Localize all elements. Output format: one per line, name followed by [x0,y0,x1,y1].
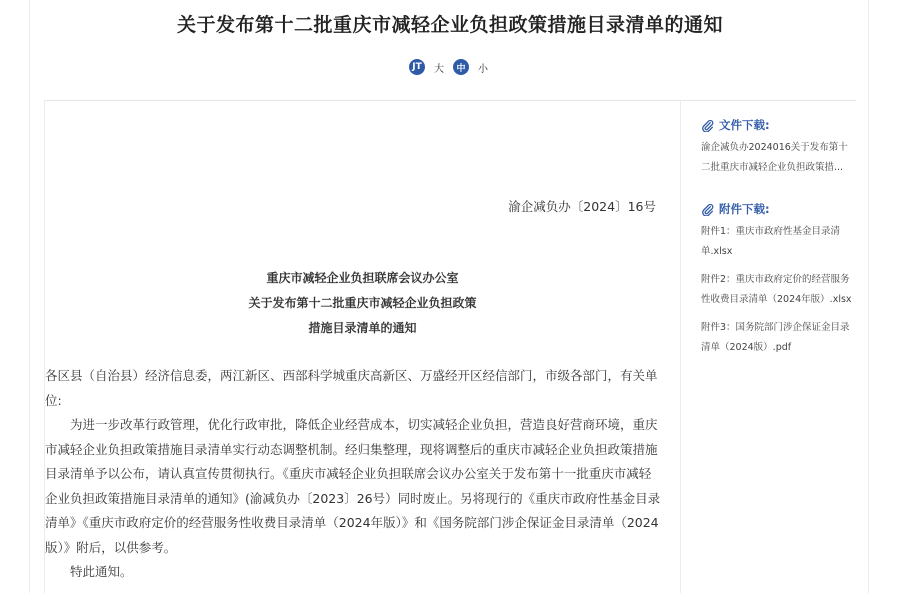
font-size-large-button[interactable]: 大 [434,63,444,75]
closing-paragraph: 特此通知。 [70,564,133,579]
file-download-link-line-2: 二批重庆市减轻企业负担政策措... [701,162,844,173]
download-sidebar [701,116,859,358]
article-heading-line-3: 措施目录清单的通知 [308,321,417,335]
attachment-1-line-1: 附件1：重庆市政府性基金目录清 [701,226,841,237]
file-download-link[interactable] [701,138,859,178]
article-heading-line-2: 关于发布第十二批重庆市减轻企业负担政策 [248,296,477,310]
attachment-2-line-1: 附件2：重庆市政府定价的经营服务 [701,274,850,285]
article-body [45,364,661,585]
font-size-medium-button[interactable]: 中 [453,59,469,75]
paperclip-icon [701,203,714,216]
attachment-download-title: 附件下载: [719,202,770,216]
article-content [44,101,681,593]
attachment-1-line-2: 单.xlsx [701,246,733,257]
attachment-download-heading [701,200,859,218]
page-frame-left-border [29,0,30,593]
attachment-link-3[interactable] [701,318,859,358]
page-frame-right-border [868,0,869,593]
attachment-3-line-1: 附件3：国务院部门涉企保证金目录 [701,322,850,333]
attachment-link-2[interactable] [701,270,859,310]
body-paragraph: 为进一步改革行政管理，优化行政审批，降低企业经营成本，切实减轻企业负担，营造良好营商环境，重庆市减轻企业负担政策措施目录清单实行动态调整机制。经归集整理，现将调整后的重庆市减轻企业负担政策措施目录清单予以公布，请认真宣传贯彻执行。《重庆市减轻企业负担联席会议办公室关于发布第十一批重庆市减轻企业负担政策措施目录清单的通知》(渝减负办〔2023〕26号）同时废止。另将现行的《重庆市政府性基金目录清单》《重庆市政府定价的经营服务性收费目录清单（2024年版）》和《国务院部门涉企保证金目录清单（2024版）》附后，以供参考。 [45,417,661,555]
article-heading-line-1: 重庆市减轻企业负担联席会议办公室 [266,271,459,285]
attachment-3-line-2: 清单（2024版）.pdf [701,342,792,353]
font-size-small-button[interactable]: 小 [478,63,488,75]
attachment-link-1[interactable] [701,222,859,262]
file-download-heading [701,116,859,134]
text-size-icon: JT [409,59,425,75]
file-download-link-line-1: 渝企减负办2024016关于发布第十 [701,142,848,153]
attachment-2-line-2: 性收费目录清单（2024年版）.xlsx [701,294,852,305]
paperclip-icon [701,119,714,132]
page-title: 关于发布第十二批重庆市减轻企业负担政策措施目录清单的通知 [176,14,723,36]
document-number: 渝企减负办〔2024〕16号 [508,199,656,214]
font-size-controls [0,57,900,77]
file-download-title: 文件下载: [719,118,770,132]
addressee-paragraph: 各区县（自治县）经济信息委，两江新区、西部科学城重庆高新区、万盛经开区经信部门，市级各部门，有关单位: [45,368,658,408]
